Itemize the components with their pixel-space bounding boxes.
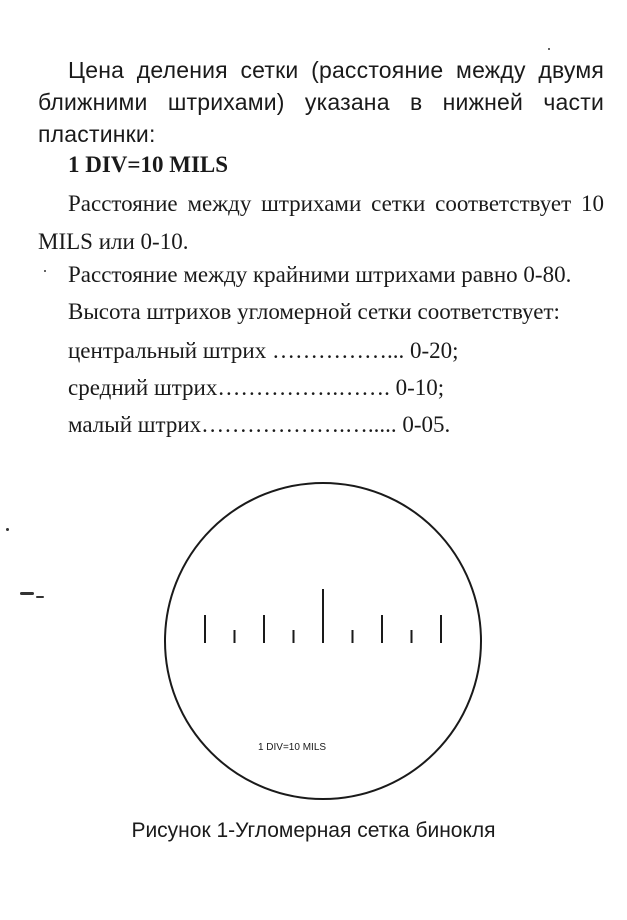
scan-speck bbox=[20, 592, 34, 595]
mark-central: центральный штрих ……………... 0-20; bbox=[68, 338, 459, 363]
height-heading: Высота штрихов угломерной сетки соответствует: bbox=[68, 299, 560, 324]
scan-speck bbox=[6, 528, 9, 531]
spacing-paragraph: Расстояние между штрихами сетки соответствует 10 MILS или 0-10. bbox=[38, 191, 604, 254]
reticle-diagram bbox=[160, 478, 490, 808]
reticle-label: 1 DIV=10 MILS bbox=[257, 742, 327, 753]
figure-caption: Рисунок 1-Угломерная сетка бинокля bbox=[131, 819, 496, 842]
extreme-marks-line: Расстояние между крайними штрихами равно 0-80. bbox=[68, 262, 572, 287]
scan-speck bbox=[36, 596, 44, 598]
intro-paragraph: Цена деления сетки (расстояние между двумя ближними штрихами) указана в нижней части пластинки: bbox=[38, 57, 604, 147]
div-formula: 1 DIV=10 MILS bbox=[68, 152, 229, 177]
scan-speck bbox=[548, 48, 550, 50]
mark-medium: средний штрих…………….……. 0-10; bbox=[68, 375, 445, 400]
reticle-ticks bbox=[205, 589, 441, 643]
mark-small: малый штрих……………….…..... 0-05. bbox=[68, 412, 451, 437]
reticle-figure bbox=[160, 478, 490, 808]
scan-speck bbox=[44, 270, 46, 272]
